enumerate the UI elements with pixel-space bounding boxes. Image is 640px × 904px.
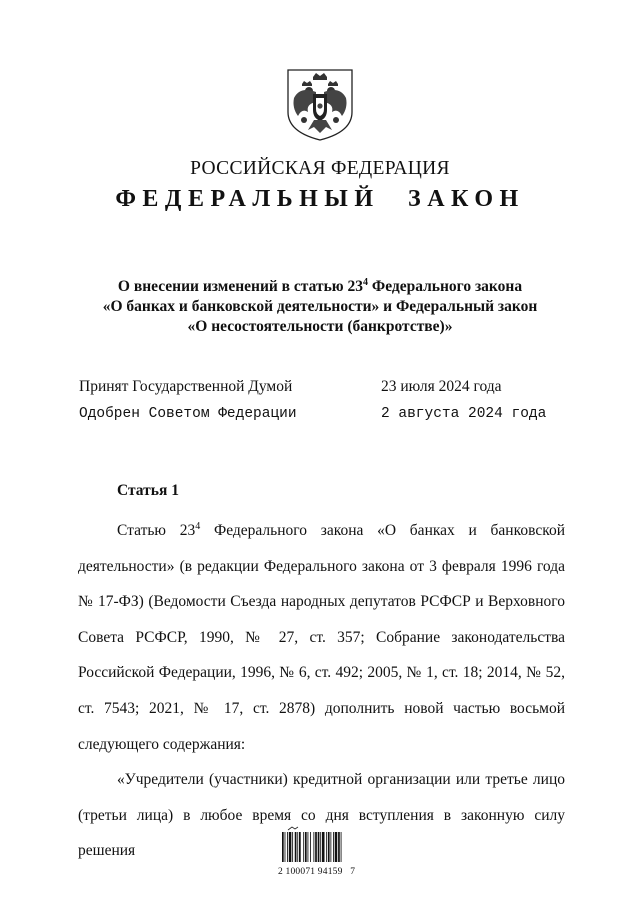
- law-title-line-1: О внесении изменений в статью $23^4$ Федерального закона: [117, 277, 523, 296]
- document-type-heading: ФЕДЕРАЛЬНЫЙ ЗАКОН: [115, 186, 525, 212]
- article-paragraph: Статью $23^4$ Федерального закона «О банках и банковской деятельности» (в редакции Федерального закона от 3 февраля 1996 года № 17-ФЗ) (Ведомости Съезда народных депутатов РСФСР и Верховного Совета РСФСР, 1990, № 27, ст. 357; Собрание законодательства Российской Федерации, 1996, № 6, ст. 492; 2005, № 1, ст. 18; 2014, № 52, ст. 7543; 2021, № 17, ст. 2878) дополнить новой частью восьмой следующего содержания:: [78, 520, 565, 753]
- duma-adoption-date: 23 июля 2024 года: [381, 378, 502, 395]
- barcode: [278, 826, 364, 877]
- article-heading: Статья 1: [117, 482, 179, 499]
- law-title: [0, 273, 640, 337]
- coat-of-arms-emblem: [286, 68, 354, 142]
- barcode-bars: [278, 826, 364, 862]
- double-headed-eagle-icon: [286, 68, 354, 142]
- council-approval-date: 2 августа 2024 года: [381, 406, 547, 422]
- barcode-number: 2 100071 94159 7: [278, 867, 356, 877]
- duma-adoption-label: Принят Государственной Думой: [79, 378, 293, 395]
- law-title-line-3: «О несостоятельности (банкротстве)»: [187, 318, 453, 336]
- country-name: РОССИЙСКАЯ ФЕДЕРАЦИЯ: [190, 158, 450, 179]
- council-approval-label: Одобрен Советом Федерации: [79, 406, 297, 422]
- article-paragraph-quote: «Учредители (участники) кредитной организации или третье лицо (третьи лица) в любое время со дня вступления в законную силу решения: [78, 771, 565, 860]
- article-body: [78, 513, 565, 869]
- law-title-line-2: «О банках и банковской деятельности» и Федеральный закон: [102, 298, 538, 316]
